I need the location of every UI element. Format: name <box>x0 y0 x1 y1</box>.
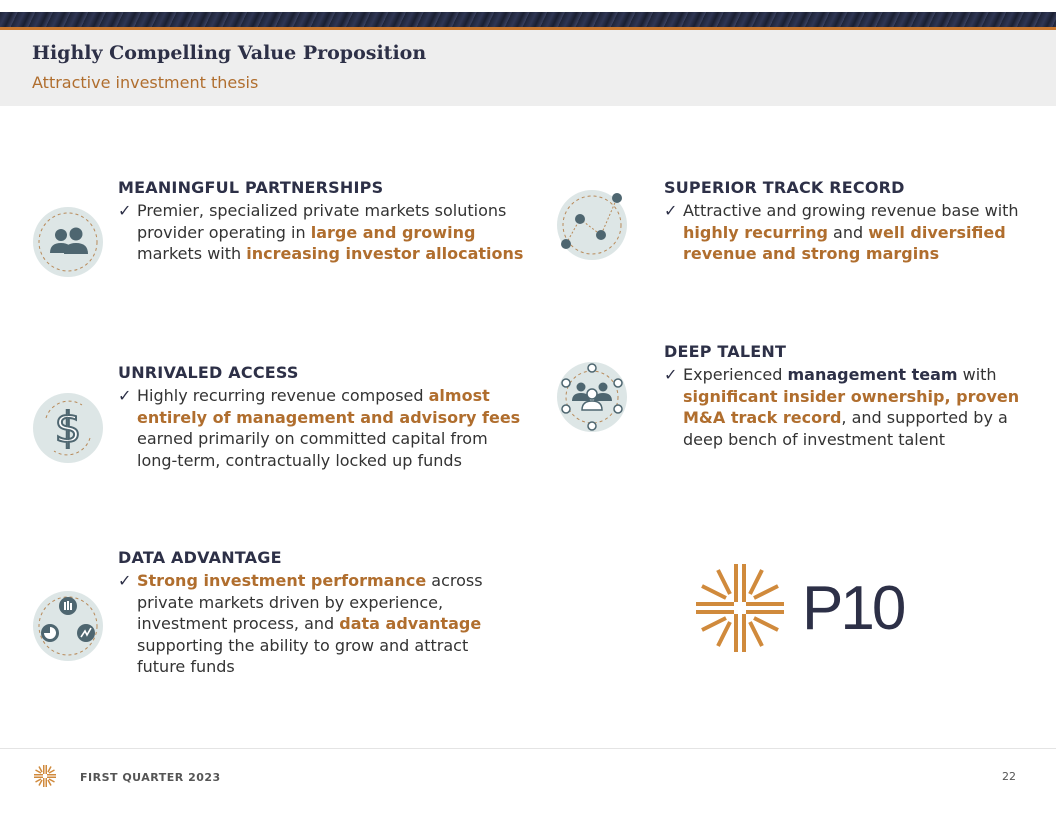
bullet-item: ✓ Premier, specialized private markets solutions provider operating in large and growing markets with increasing investor allocations <box>118 201 524 263</box>
growth-chart-icon <box>556 189 628 261</box>
section-heading: SUPERIOR TRACK RECORD <box>664 178 905 197</box>
page-number: 22 <box>1002 770 1016 783</box>
bullet-item: ✓ Experienced management team with significant insider ownership, proven M&A track record, and supported by a deep bench of investment talent <box>664 365 1020 449</box>
checkmark-icon: ✓ <box>664 365 678 384</box>
bullet-item: ✓ Strong investment performance across private markets driven by experience, investment process, and data advantage supporting the ability to grow and attract future funds <box>118 571 483 676</box>
page-subtitle: Attractive investment thesis <box>32 73 259 92</box>
section-talent <box>664 342 1034 450</box>
checkmark-icon: ✓ <box>118 571 132 590</box>
section-heading: DATA ADVANTAGE <box>118 548 282 567</box>
section-access <box>118 363 528 471</box>
p10-logo-mark-icon <box>692 560 788 656</box>
dollar-icon <box>32 392 104 464</box>
checkmark-icon: ✓ <box>118 201 132 220</box>
checkmark-icon: ✓ <box>118 386 132 405</box>
bullet-item: ✓ Attractive and growing revenue base with highly recurring and well diversified revenue and strong margins <box>664 201 1019 263</box>
footer-label: FIRST QUARTER 2023 <box>80 771 221 784</box>
section-track-record <box>664 178 1034 265</box>
people-icon <box>32 206 104 278</box>
section-heading: UNRIVALED ACCESS <box>118 363 299 382</box>
footer-logo-icon <box>33 764 57 788</box>
page-title: Highly Compelling Value Proposition <box>32 42 427 64</box>
section-data-advantage <box>118 548 498 678</box>
p10-logo-wordmark: P10 <box>802 574 904 643</box>
top-banner <box>0 12 1056 27</box>
section-heading: DEEP TALENT <box>664 342 787 361</box>
bullet-item: ✓ Highly recurring revenue composed almost entirely of management and advisory fees earned primarily on committed capital from long-term, contractually locked up funds <box>118 386 521 470</box>
checkmark-icon: ✓ <box>664 201 678 220</box>
section-heading: MEANINGFUL PARTNERSHIPS <box>118 178 384 197</box>
analytics-icon <box>32 590 104 662</box>
section-partnerships <box>118 178 528 265</box>
svg-text:$: $ <box>54 403 82 452</box>
team-network-icon <box>556 361 628 433</box>
footer-divider <box>0 748 1056 749</box>
